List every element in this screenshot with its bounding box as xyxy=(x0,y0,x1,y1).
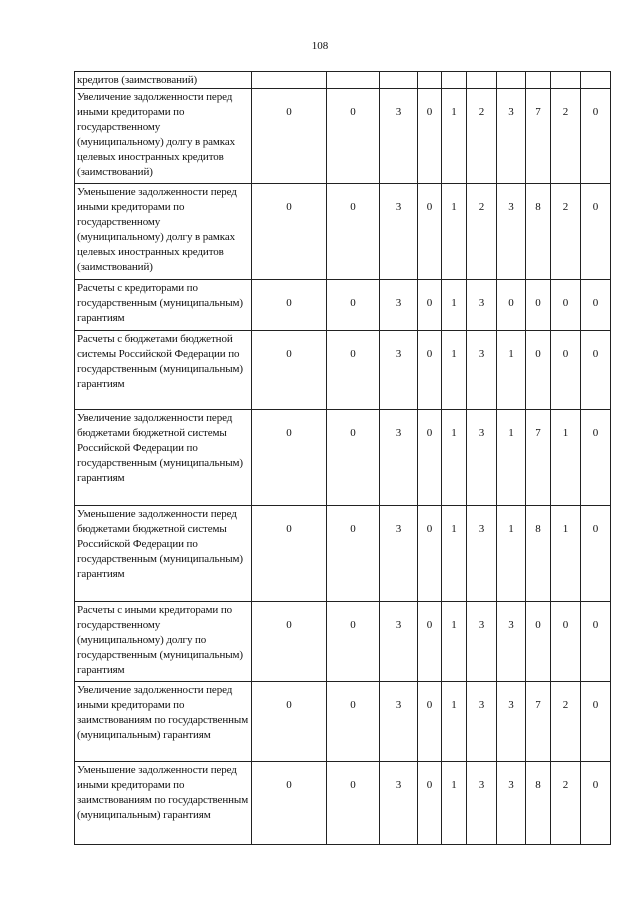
code-digit: 8 xyxy=(526,762,551,845)
code-digit: 0 xyxy=(581,331,611,410)
code-digit xyxy=(380,72,418,89)
table-row xyxy=(75,602,611,682)
code-digit: 0 xyxy=(252,331,327,410)
code-digit: 0 xyxy=(327,184,380,280)
code-digit: 2 xyxy=(551,682,581,762)
code-digit: 7 xyxy=(526,682,551,762)
code-digit: 0 xyxy=(327,762,380,845)
table-row xyxy=(75,331,611,410)
code-digit xyxy=(581,72,611,89)
code-digit: 0 xyxy=(497,280,526,331)
code-digit xyxy=(497,72,526,89)
code-digit: 0 xyxy=(418,762,442,845)
code-digit: 0 xyxy=(526,602,551,682)
table-row xyxy=(75,762,611,845)
code-digit: 2 xyxy=(467,89,497,184)
code-digit: 3 xyxy=(467,410,497,506)
code-digit: 1 xyxy=(497,410,526,506)
code-digit: 3 xyxy=(380,280,418,331)
code-digit: 3 xyxy=(497,89,526,184)
code-digit: 1 xyxy=(551,506,581,602)
code-digit: 0 xyxy=(327,410,380,506)
code-digit: 3 xyxy=(380,762,418,845)
code-digit: 3 xyxy=(467,280,497,331)
code-digit: 0 xyxy=(581,184,611,280)
code-digit: 0 xyxy=(252,410,327,506)
code-digit: 0 xyxy=(252,506,327,602)
code-digit: 0 xyxy=(418,331,442,410)
code-digit: 7 xyxy=(526,410,551,506)
code-digit: 0 xyxy=(252,682,327,762)
code-digit: 0 xyxy=(581,506,611,602)
code-digit: 0 xyxy=(581,602,611,682)
code-digit: 0 xyxy=(418,184,442,280)
row-label: Уменьшение задолженности перед иными кредиторами по государственному (муниципальному) долгу в рамках целевых иностранных кредитов (заимствований) xyxy=(75,184,252,280)
code-digit: 2 xyxy=(551,184,581,280)
code-digit: 0 xyxy=(581,280,611,331)
code-digit: 0 xyxy=(418,280,442,331)
code-digit: 1 xyxy=(442,762,467,845)
code-digit: 3 xyxy=(497,762,526,845)
row-label: Уменьшение задолженности перед бюджетами бюджетной системы Российской Федерации по государственным (муниципальным) гарантиям xyxy=(75,506,252,602)
code-digit xyxy=(467,72,497,89)
code-digit: 1 xyxy=(442,682,467,762)
code-digit: 1 xyxy=(442,280,467,331)
code-digit: 3 xyxy=(380,89,418,184)
code-digit: 1 xyxy=(442,184,467,280)
code-digit: 0 xyxy=(252,89,327,184)
code-digit: 3 xyxy=(467,762,497,845)
code-digit: 1 xyxy=(442,602,467,682)
code-digit xyxy=(327,72,380,89)
code-digit: 0 xyxy=(327,280,380,331)
code-digit: 0 xyxy=(418,89,442,184)
code-digit: 3 xyxy=(380,184,418,280)
row-label: Уменьшение задолженности перед иными кредиторами по заимствованиям по государственным (муниципальным) гарантиям xyxy=(75,762,252,845)
code-digit: 3 xyxy=(467,602,497,682)
code-digit xyxy=(252,72,327,89)
row-label: Увеличение задолженности перед иными кредиторами по государственному (муниципальному) долгу в рамках целевых иностранных кредитов (заимствований) xyxy=(75,89,252,184)
code-digit: 1 xyxy=(497,506,526,602)
code-digit: 3 xyxy=(497,602,526,682)
code-digit: 0 xyxy=(327,506,380,602)
page-number: 108 xyxy=(311,40,329,52)
row-label: Увеличение задолженности перед бюджетами бюджетной системы Российской Федерации по государственным (муниципальным) гарантиям xyxy=(75,410,252,506)
code-digit: 0 xyxy=(418,410,442,506)
code-digit: 1 xyxy=(497,331,526,410)
table-row xyxy=(75,682,611,762)
table-row xyxy=(75,89,611,184)
code-digit: 2 xyxy=(551,89,581,184)
code-digit: 0 xyxy=(551,602,581,682)
table-row xyxy=(75,184,611,280)
code-digit: 3 xyxy=(380,331,418,410)
code-digit: 0 xyxy=(327,602,380,682)
code-digit: 0 xyxy=(252,602,327,682)
code-digit: 0 xyxy=(581,762,611,845)
code-digit: 0 xyxy=(581,410,611,506)
code-digit: 0 xyxy=(418,682,442,762)
code-digit: 1 xyxy=(442,506,467,602)
code-digit: 0 xyxy=(327,682,380,762)
code-digit: 3 xyxy=(467,506,497,602)
code-digit: 0 xyxy=(526,331,551,410)
code-digit: 0 xyxy=(418,602,442,682)
row-label: Увеличение задолженности перед иными кредиторами по заимствованиям по государственным (муниципальным) гарантиям xyxy=(75,682,252,762)
code-digit: 0 xyxy=(551,331,581,410)
code-digit: 3 xyxy=(467,682,497,762)
code-digit: 3 xyxy=(380,682,418,762)
code-digit: 7 xyxy=(526,89,551,184)
code-digit: 0 xyxy=(581,89,611,184)
code-digit xyxy=(526,72,551,89)
code-digit: 3 xyxy=(497,682,526,762)
code-digit: 3 xyxy=(497,184,526,280)
code-digit: 0 xyxy=(252,762,327,845)
row-label: Расчеты с бюджетами бюджетной системы Российской Федерации по государственным (муниципальным) гарантиям xyxy=(75,331,252,410)
code-digit: 3 xyxy=(380,410,418,506)
code-digit: 0 xyxy=(327,331,380,410)
code-digit: 1 xyxy=(442,89,467,184)
code-digit: 2 xyxy=(467,184,497,280)
table-row xyxy=(75,72,611,89)
code-digit: 0 xyxy=(581,682,611,762)
code-digit: 8 xyxy=(526,506,551,602)
code-digit: 3 xyxy=(380,602,418,682)
code-digit: 8 xyxy=(526,184,551,280)
row-label: Расчеты с иными кредиторами по государственному (муниципальному) долгу по государственным (муниципальным) гарантиям xyxy=(75,602,252,682)
code-digit: 1 xyxy=(551,410,581,506)
code-digit: 2 xyxy=(551,762,581,845)
code-digit xyxy=(551,72,581,89)
code-digit xyxy=(442,72,467,89)
code-digit: 3 xyxy=(467,331,497,410)
code-digit: 0 xyxy=(551,280,581,331)
code-digit: 0 xyxy=(252,280,327,331)
row-label: кредитов (заимствований) xyxy=(75,72,252,89)
code-digit: 0 xyxy=(526,280,551,331)
code-digit: 0 xyxy=(418,506,442,602)
budget-classification-table xyxy=(74,71,611,845)
code-digit: 1 xyxy=(442,331,467,410)
code-digit: 0 xyxy=(327,89,380,184)
row-label: Расчеты с кредиторами по государственным (муниципальным) гарантиям xyxy=(75,280,252,331)
code-digit xyxy=(418,72,442,89)
table-row xyxy=(75,280,611,331)
table-row xyxy=(75,410,611,506)
code-digit: 1 xyxy=(442,410,467,506)
code-digit: 0 xyxy=(252,184,327,280)
code-digit: 3 xyxy=(380,506,418,602)
table-row xyxy=(75,506,611,602)
